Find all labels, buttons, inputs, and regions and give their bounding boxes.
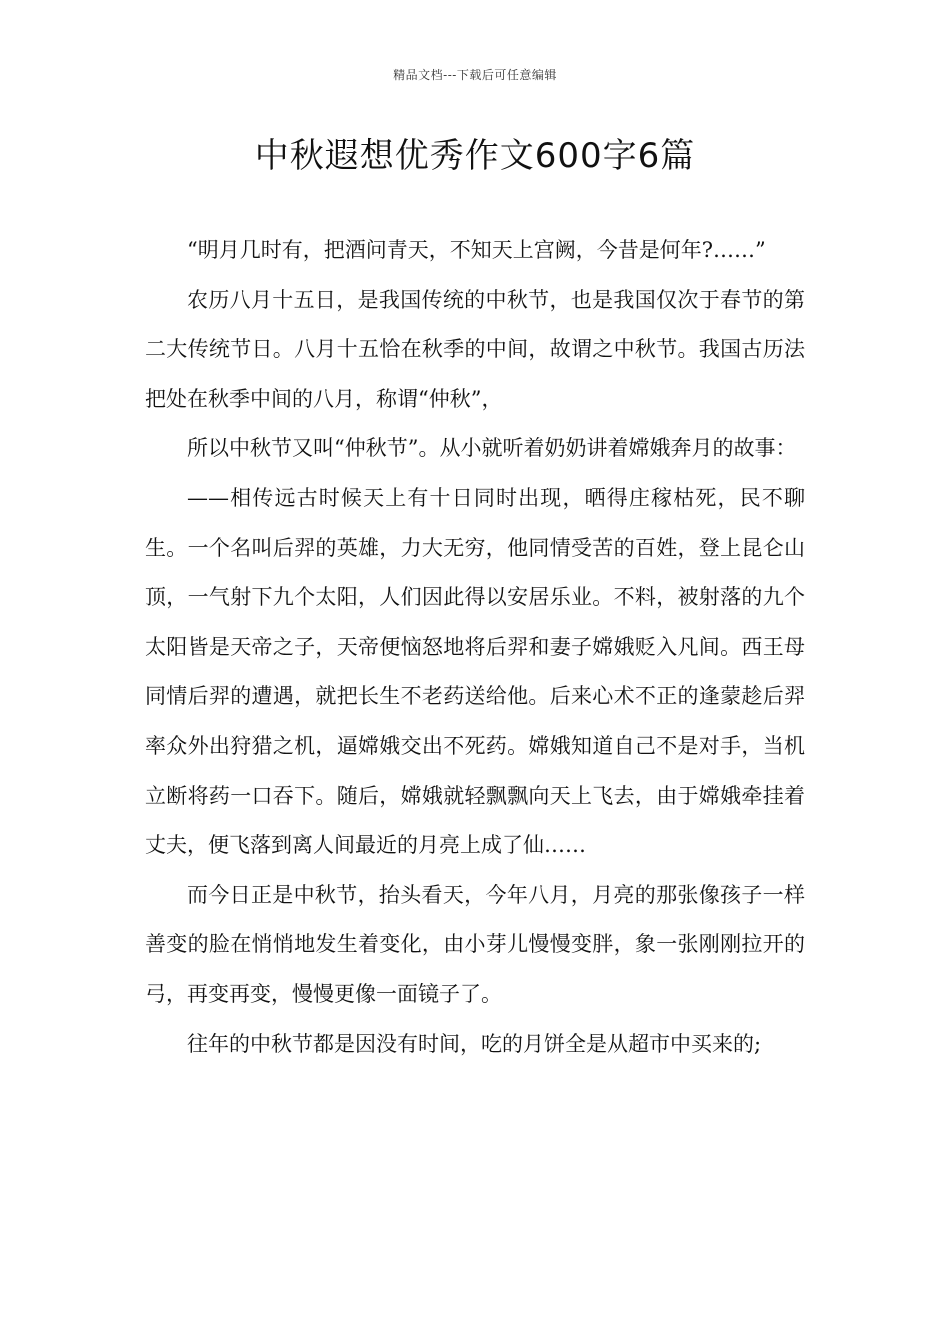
- document-title: 中秋遐想优秀作文600字6篇: [254, 136, 696, 176]
- document-body: [145, 226, 805, 1069]
- paragraph-mid-autumn-intro: 农历八月十五日，是我国传统的中秋节，也是我国仅次于春节的第二大传统节日。八月十五恰在秋季的中间，故谓之中秋节。我国古历法把处在秋季中间的八月，称谓“仲秋”，: [145, 287, 805, 411]
- paragraph-change-legend: ——相传远古时候天上有十日同时出现，晒得庄稼枯死，民不聊生。一个名叫后羿的英雄，力大无穷，他同情受苦的百姓，登上昆仑山顶，一气射下九个太阳，人们因此得以安居乐业。不料，被射落的九个太阳皆是天帝之子，天帝便恼怒地将后羿和妻子嫦娥贬入凡间。西王母同情后羿的遭遇，就把长生不老药送给他。后来心术不正的逢蒙趁后羿率众外出狩猎之机，逼嫦娥交出不死药。嫦娥知道自己不是对手，当机立断将药一口吞下。随后，嫦娥就轻飘飘向天上飞去，由于嫦娥牵挂着丈夫，便飞落到离人间最近的月亮上成了仙……: [145, 485, 805, 858]
- paragraph-poem-quote: “明月几时有，把酒问青天，不知天上宫阙，今昔是何年?……”: [187, 238, 766, 262]
- header-note: 精品文档---下载后可任意编辑: [393, 68, 557, 82]
- paragraph-zhongqiu-name: 所以中秋节又叫“仲秋节”。从小就听着奶奶讲着嫦娥奔月的故事：: [187, 436, 797, 461]
- paragraph-mooncakes: 往年的中秋节都是因没有时间，吃的月饼全是从超市中买来的;: [187, 1031, 762, 1056]
- paragraph-moon-today: 而今日正是中秋节，抬头看天，今年八月，月亮的那张像孩子一样善变的脸在悄悄地发生着变化，由小芽儿慢慢变胖，象一张刚刚拉开的弓，再变再变，慢慢更像一面镜子了。: [145, 882, 805, 1006]
